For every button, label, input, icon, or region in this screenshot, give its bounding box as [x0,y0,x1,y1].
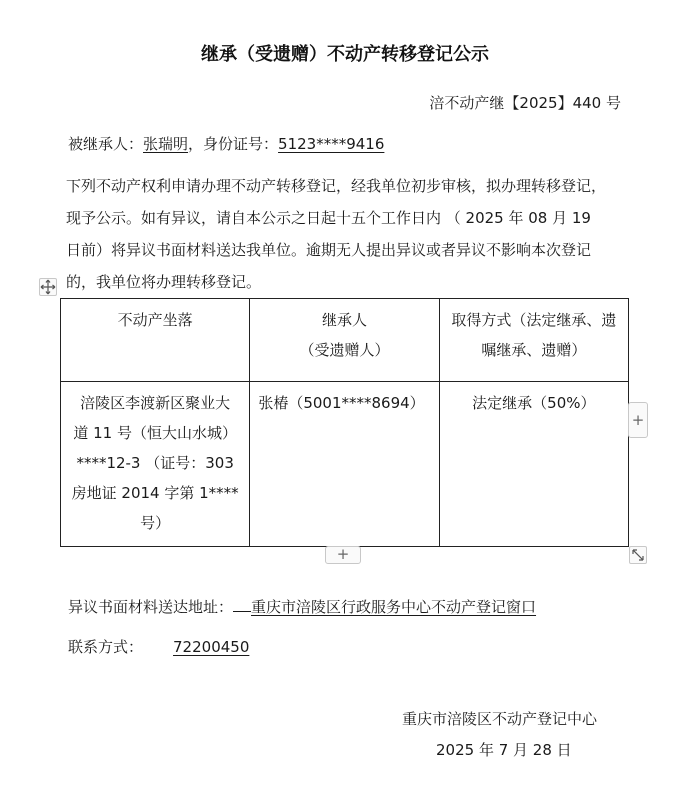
location-line: 道 11 号（恒大山水城） [73,424,237,442]
add-column-button[interactable]: + [628,402,648,438]
id-label: ，身份证号： [188,135,279,153]
cell-method[interactable] [439,382,628,547]
signature-date: 2025 年 7 月 28 日 [436,741,572,759]
header-location-label: 不动产坐落 [117,311,193,329]
location-line: 号） [140,514,171,532]
decedent-id: 5123****9416 [278,135,385,153]
notice-title: 继承（受遗赠）不动产转移登记公示 [201,44,489,65]
header-heir[interactable] [250,299,439,382]
cell-heir[interactable] [250,382,439,547]
location-line: 房地证 2014 字第 1**** [71,484,239,502]
notice-line: 的，我单位将办理转移登记。 [66,273,262,291]
objection-address-value: 重庆市涪陵区行政服务中心不动产登记窗口 [251,598,537,616]
decedent-name: 张瑞明 [143,135,189,153]
header-heir-label: 继承人 [321,311,367,329]
objection-address-line [68,596,536,617]
table-move-handle-icon[interactable] [39,278,57,296]
document-number: 涪不动产继【2025】440 号 [429,94,621,112]
table-resize-icon[interactable] [629,546,647,564]
header-method[interactable] [439,299,628,382]
notice-line: 下列不动产权利申请办理不动产转移登记，经我单位初步审核，拟办理转移登记， [66,177,607,195]
table-header-row [61,299,629,382]
property-table [60,298,629,547]
header-method-label: 取得方式（法定继承、遗 [451,311,617,329]
notice-line: 现予公示。如有异议，请自本公示之日起十五个工作日内 （ 2025 年 08 月 19 [66,209,591,227]
contact-label: 联系方式： [68,638,144,656]
decedent-label: 被继承人： [68,135,144,153]
contact-value: 72200450 [173,638,250,656]
objection-address-label: 异议书面材料送达地址： [68,598,234,616]
underline-spacer [233,597,251,612]
notice-paragraph [66,170,626,298]
notice-line: 日前）将异议书面材料送达我单位。逾期无人提出异议或者异议不影响本次登记 [66,241,592,259]
heir-value: 张椿（5001****8694） [258,394,425,412]
header-location[interactable] [61,299,250,382]
decedent-line [68,133,384,154]
method-value: 法定继承（50%） [472,394,596,412]
header-method-label-cont: 嘱继承、遗赠） [481,341,587,359]
location-line: 涪陵区李渡新区聚业大 [80,394,231,412]
header-heir-sub-label: （受遗赠人） [299,341,390,359]
add-row-button[interactable]: + [325,546,361,564]
signature-org: 重庆市涪陵区不动产登记中心 [402,710,598,728]
location-line: ****12-3 （证号：303 [76,454,234,472]
contact-line [68,636,249,657]
table-row [61,382,629,547]
cell-location[interactable] [61,382,250,547]
